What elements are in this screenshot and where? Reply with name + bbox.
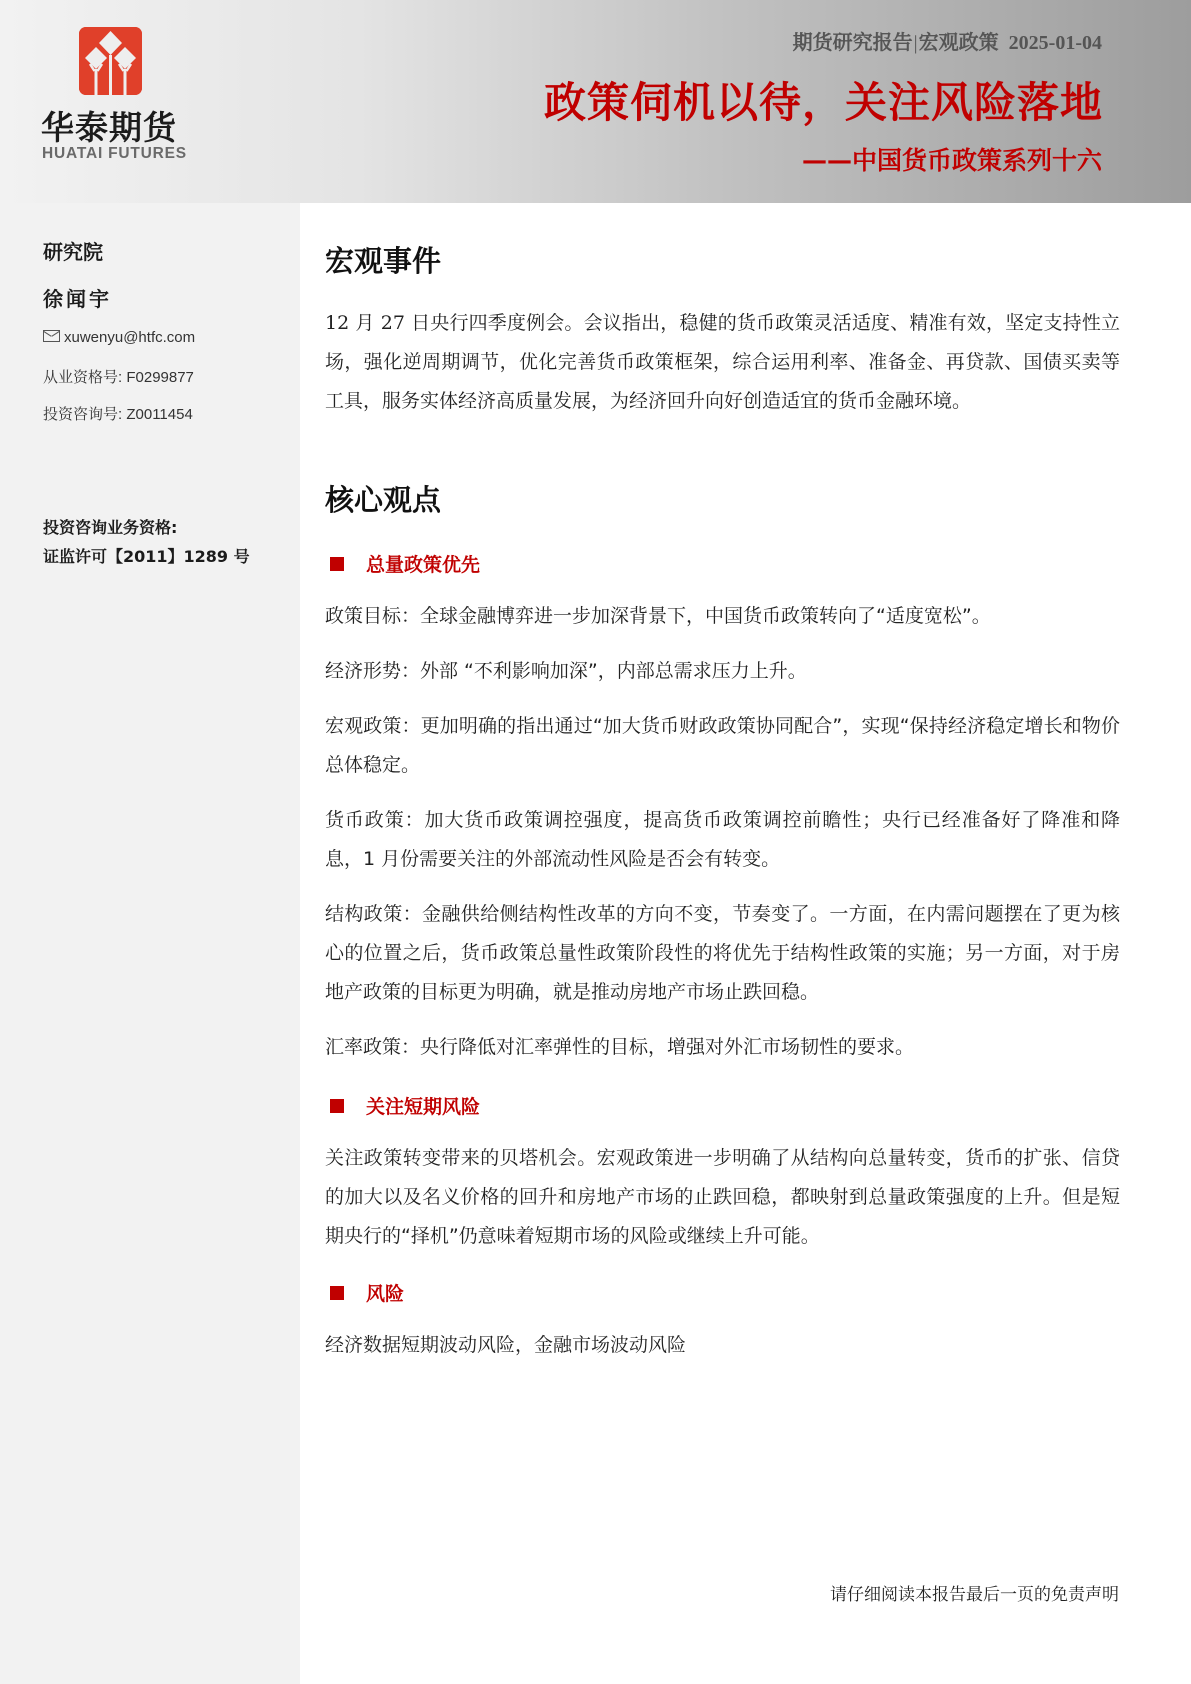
subsection-heading-risk: [330, 1279, 404, 1306]
cert-label: 从业资格号:: [43, 369, 123, 386]
disclaimer-note: 请仔细阅读本报告最后一页的免责声明: [830, 1585, 1119, 1605]
report-subtitle: ——中国货币政策系列十六: [801, 146, 1102, 175]
report-title: 政策伺机以待，关注风险落地: [543, 78, 1103, 127]
report-header: [0, 0, 1191, 203]
cert-value: F0299877: [126, 369, 194, 386]
economic-situation-paragraph: 经济形势：外部 “不利影响加深”，内部总需求压力上升。: [325, 660, 807, 682]
logo-name-en: HUATAI FUTURES: [42, 145, 187, 162]
huatai-logo-icon: [79, 27, 142, 95]
square-bullet-icon: [330, 1286, 344, 1300]
report-type: 期货研究报告: [792, 32, 913, 54]
meta-separator: |: [913, 32, 918, 54]
policy-goal-paragraph: 政策目标：全球金融博弈进一步加深背景下，中国货币政策转向了“适度宽松”。: [325, 605, 991, 627]
analyst-name: 徐闻宇: [43, 287, 112, 311]
qualification-value: 证监许可【2011】1289 号: [43, 547, 250, 566]
qualification-label: 投资咨询业务资格:: [43, 518, 178, 537]
report-category: 宏观政策: [918, 32, 999, 54]
section-heading-macro-events: 宏观事件: [325, 244, 442, 278]
department-label: 研究院: [43, 240, 103, 264]
short-term-risk-paragraph: 关注政策转变带来的贝塔机会。宏观政策进一步明确了从结构向总量转变，货币的扩张、信贷的加大以及名义价格的回升和房地产市场的止跌回稳，都映射到总量政策强度的上升。但是短期央行的“择机”仍意味着短期市场的风险或继续上升可能。: [325, 1147, 1120, 1247]
logo-name-cn: 华泰期货: [41, 108, 177, 147]
cert-number: [43, 366, 194, 387]
risk-paragraph: 经济数据短期波动风险，金融市场波动风险: [325, 1334, 687, 1356]
macro-policy-paragraph: 宏观政策：更加明确的指出通过“加大货币财政政策协同配合”，实现“保持经济稳定增长和物价总体稳定。: [325, 715, 1120, 776]
subsection-title: 总量政策优先: [366, 554, 481, 576]
structural-policy-paragraph: 结构政策：金融供给侧结构性改革的方向不变，节奏变了。一方面，在内需问题摆在了更为核心的位置之后，货币政策总量性政策阶段性的将优先于结构性政策的实施；另一方面，对于房地产政策的目标更为明确，就是推动房地产市场止跌回稳。: [325, 903, 1120, 1003]
subsection-title: 关注短期风险: [366, 1096, 481, 1118]
subsection-title: 风险: [366, 1283, 405, 1305]
section-heading-core-views: 核心观点: [325, 483, 442, 517]
square-bullet-icon: [330, 557, 344, 571]
consult-number: [43, 403, 193, 424]
sidebar: [0, 203, 300, 1684]
report-date: 2025-01-04: [1008, 32, 1102, 54]
fx-policy-paragraph: 汇率政策：央行降低对汇率弹性的目标，增强对外汇市场韧性的要求。: [325, 1036, 915, 1058]
consult-value: Z0011454: [126, 406, 193, 423]
square-bullet-icon: [330, 1099, 344, 1113]
analyst-email: [43, 329, 195, 346]
report-meta: [793, 26, 1102, 55]
subsection-heading-aggregate-policy: [330, 550, 480, 577]
monetary-policy-paragraph: 货币政策：加大货币政策调控强度，提高货币政策调控前瞻性；央行已经准备好了降准和降息，1 月份需要关注的外部流动性风险是否会有转变。: [325, 809, 1120, 870]
subsection-heading-short-term-risk: [330, 1092, 480, 1119]
email-link[interactable]: xuwenyu@htfc.com: [64, 329, 196, 346]
envelope-icon: [43, 330, 60, 342]
macro-events-paragraph: 12 月 27 日央行四季度例会。会议指出，稳健的货币政策灵活适度、精准有效，坚定支持性立场，强化逆周期调节，优化完善货币政策框架，综合运用利率、准备金、再贷款、国债买卖等工具，服务实体经济高质量发展，为经济回升向好创造适宜的货币金融环境。: [325, 312, 1120, 412]
consult-label: 投资咨询号:: [43, 406, 123, 423]
